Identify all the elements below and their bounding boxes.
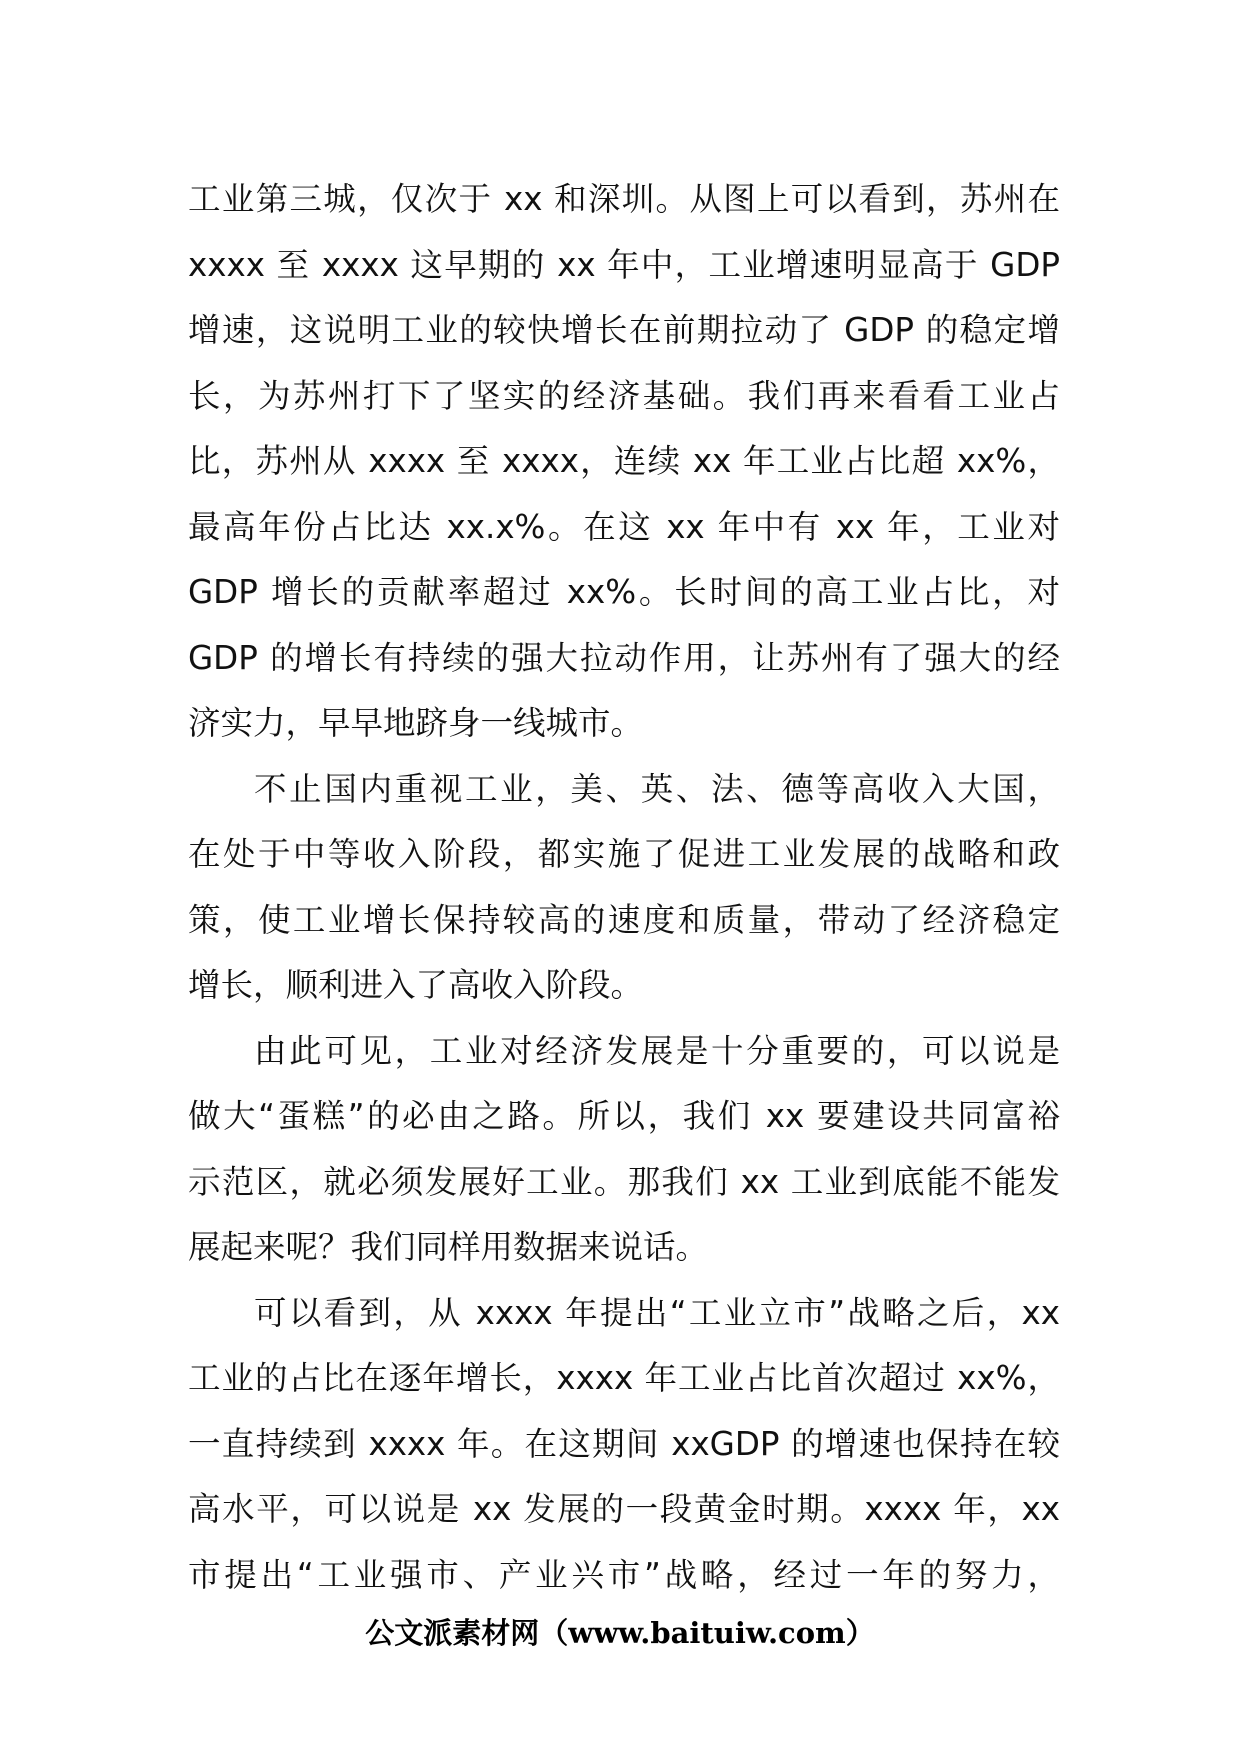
paragraph-first-line: 由此可见，工业对经济发展是十分重要的，可以说是 bbox=[254, 1031, 1060, 1070]
text-line: 做大“蛋糕”的必由之路。所以，我们 xx 要建设共同富裕 bbox=[188, 1097, 1060, 1135]
paragraph-last-line: 济实力，早早地跻身一线城市。 bbox=[188, 704, 644, 742]
text-line: 在处于中等收入阶段，都实施了促进工业发展的战略和政 bbox=[188, 835, 1060, 873]
text-line: GDP 增长的贡献率超过 xx%。长时间的高工业占比，对 bbox=[188, 573, 1060, 611]
text-line: 增速，这说明工业的较快增长在前期拉动了 GDP 的稳定增 bbox=[188, 311, 1060, 349]
page-footer-watermark: 公文派素材网（www.baituiw.com） bbox=[365, 1616, 875, 1650]
text-line: 长，为苏州打下了坚实的经济基础。我们再来看看工业占 bbox=[188, 376, 1060, 415]
document-body bbox=[188, 167, 1060, 1608]
text-line: GDP 的增长有持续的强大拉动作用，让苏州有了强大的经 bbox=[188, 638, 1060, 677]
text-line: 策，使工业增长保持较高的速度和质量，带动了经济稳定 bbox=[188, 900, 1060, 939]
text-line: 工业的占比在逐年增长，xxxx 年工业占比首次超过 xx%， bbox=[188, 1359, 1060, 1397]
text-line: xxxx 至 xxxx 这早期的 xx 年中，工业增速明显高于 GDP bbox=[188, 245, 1060, 284]
text-line: 市提出“工业强市、产业兴市”战略，经过一年的努力， bbox=[188, 1555, 1060, 1594]
text-line: 高水平，可以说是 xx 发展的一段黄金时期。xxxx 年，xx bbox=[188, 1490, 1060, 1528]
paragraph-first-line: 不止国内重视工业，美、英、法、德等高收入大国， bbox=[254, 769, 1060, 808]
text-line: 比，苏州从 xxxx 至 xxxx，连续 xx 年工业占比超 xx%， bbox=[188, 442, 1060, 480]
text-line: 一直持续到 xxxx 年。在这期间 xxGDP 的增速也保持在较 bbox=[188, 1424, 1060, 1463]
paragraph-first-line: 可以看到，从 xxxx 年提出“工业立市”战略之后，xx bbox=[254, 1293, 1060, 1332]
text-line: 示范区，就必须发展好工业。那我们 xx 工业到底能不能发 bbox=[188, 1162, 1060, 1201]
paragraph-last-line: 增长，顺利进入了高收入阶段。 bbox=[188, 966, 644, 1004]
paragraph-last-line: 展起来呢？我们同样用数据来说话。 bbox=[188, 1228, 709, 1266]
text-line: 工业第三城，仅次于 xx 和深圳。从图上可以看到，苏州在 bbox=[188, 180, 1060, 218]
text-line: 最高年份占比达 xx.x%。在这 xx 年中有 xx 年，工业对 bbox=[188, 507, 1060, 546]
